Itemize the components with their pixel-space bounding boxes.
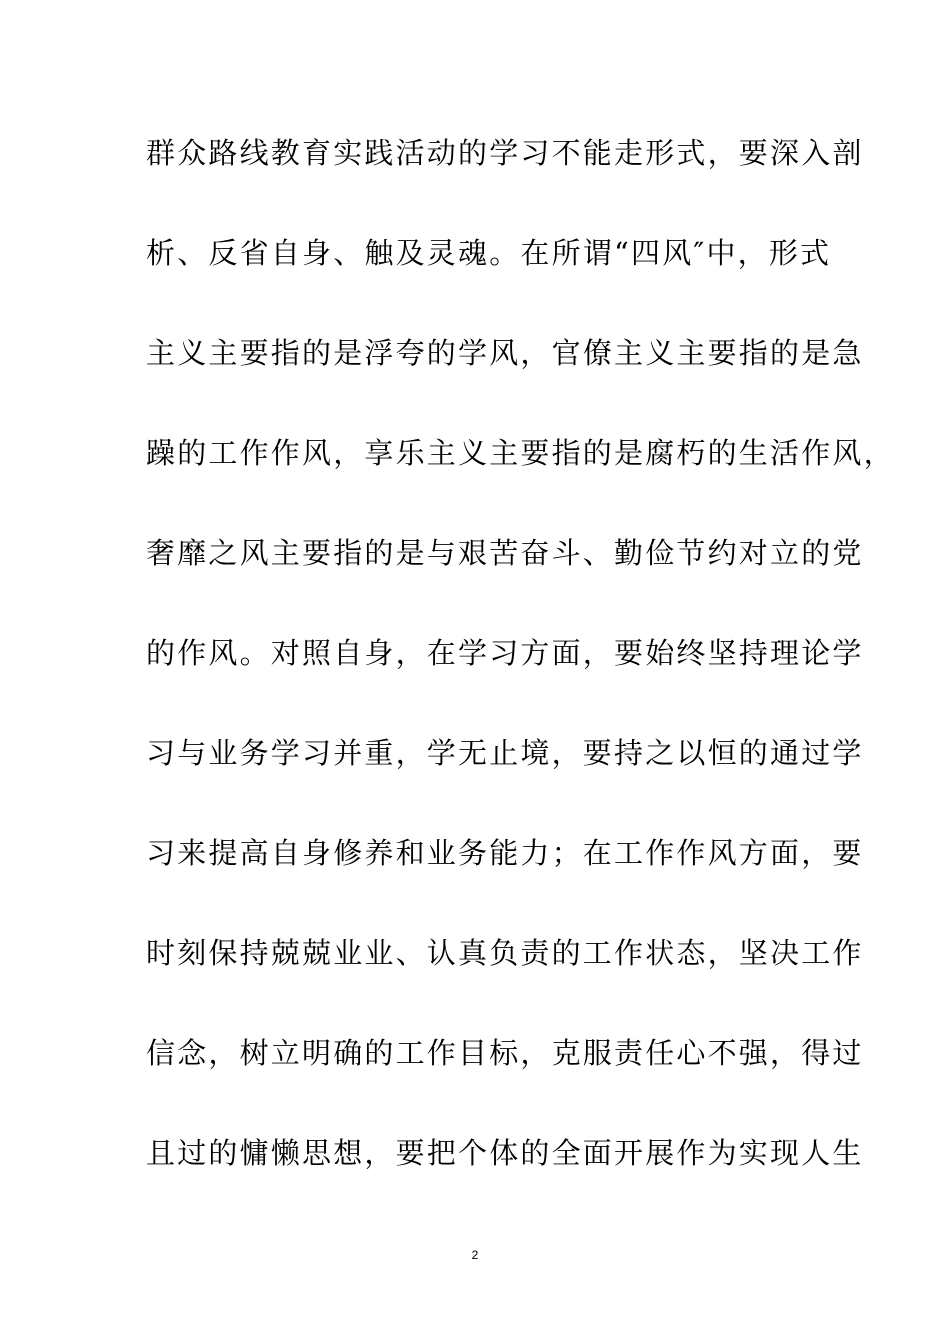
text-line: 习来提高自身修养和业务能力；在工作作风方面，要 <box>146 836 864 870</box>
text-line: 习与业务学习并重，学无止境，要持之以恒的通过学 <box>146 736 864 770</box>
text-line: 群众路线教育实践活动的学习不能走形式，要深入剖 <box>146 136 864 170</box>
text-line: 的作风。对照自身，在学习方面，要始终坚持理论学 <box>146 636 864 670</box>
text-line: 时刻保持兢兢业业、认真负责的工作状态，坚决工作 <box>146 936 864 970</box>
text-line: 且过的慵懒思想，要把个体的全面开展作为实现人生 <box>146 1136 864 1170</box>
text-line: 奢靡之风主要指的是与艰苦奋斗、勤俭节约对立的党 <box>146 536 864 570</box>
page-number: 2 <box>471 1248 479 1262</box>
text-line: 主义主要指的是浮夸的学风，官僚主义主要指的是急 <box>146 336 864 370</box>
text-line: 躁的工作作风，享乐主义主要指的是腐朽的生活作风， <box>146 436 895 470</box>
body-paragraph <box>146 128 895 1228</box>
text-line: 析、反省自身、触及灵魂。在所谓“四风″中，形式 <box>146 236 832 270</box>
text-line: 信念，树立明确的工作目标，克服责任心不强，得过 <box>146 1036 864 1070</box>
